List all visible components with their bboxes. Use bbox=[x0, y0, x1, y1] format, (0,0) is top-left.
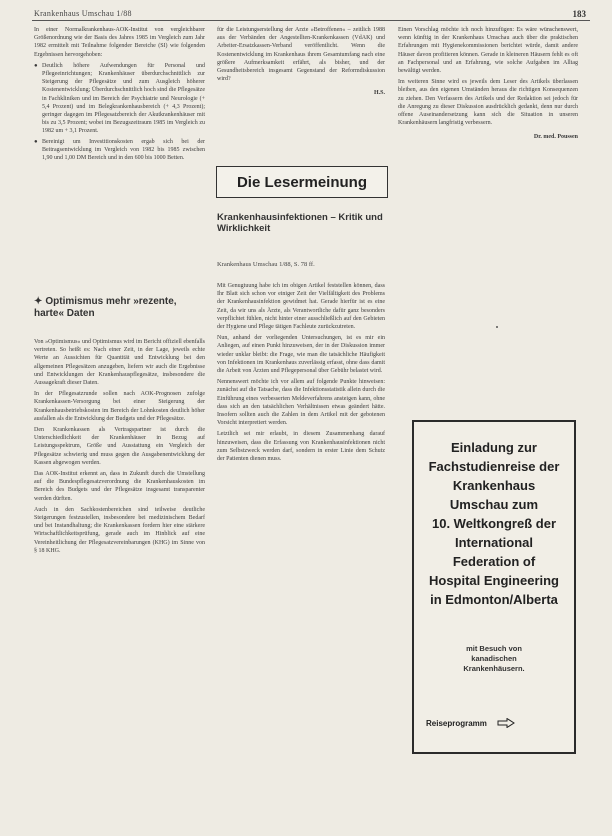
ad-subline bbox=[414, 644, 574, 674]
letters-section-box: Die Lesermeinung bbox=[216, 166, 388, 198]
ad-sub-line: Krankenhäusern. bbox=[463, 664, 525, 673]
ad-reiseprogramm-link[interactable] bbox=[426, 718, 515, 728]
paragraph: In der Pflegesatzrunde sollen nach AOK-Prognosen zufolge Krankenkassen-Versorgung bei einer Steigerung der Krankenhausbetriebskosten im Bereich der Lohnkosten deutlich höher ausfallen als die Entwicklung der Budgets und der Pflegesätze. bbox=[34, 391, 205, 422]
running-head: Krankenhaus Umschau 1/88 bbox=[34, 9, 132, 18]
arrow-right-outline-icon bbox=[497, 718, 515, 728]
ad-headline bbox=[414, 438, 574, 609]
column-2-top bbox=[217, 26, 385, 98]
column-1-top bbox=[34, 26, 205, 165]
ad-headline-line: 10. Weltkongreß der bbox=[431, 516, 556, 531]
ad-headline-line: International bbox=[454, 535, 533, 550]
col1-intro: In einer Normalkrankenhaus-AOK-Institut von vergleichbarer Größenordnung wie der Basis des Jahres 1985 im Vergleich zum Jahr 1982 ermittelt mit Teilnahme folgender Bereiche (SI) wie folgenden Ergebnissen hervorgehoben: bbox=[34, 27, 205, 58]
dot-mark bbox=[496, 326, 498, 328]
paragraph: Im weiteren Sinne wird es jeweils dem Leser des Artikels überlassen bleiben, aus den eigenen Umständen heraus die richtigen Konsequenzen zu ziehen. Den Verfassern des Artikels und der Redaktion sei jedoch für die Anregung zu dieser Diskussion ausdrücklich gedankt, denn nur durch offene Auseinandersetzung kann sich die Situation in unseren Krankenhäusern langfristig verbessern. bbox=[398, 79, 578, 127]
column-2-body bbox=[217, 282, 385, 466]
bullet-item: ● Deutlich höhere Aufwendungen für Personal und Pflegeeinrichtungen; Krankenhäuser überdurchschnittlich zur Steigerung der Pflegesätze und zum Ausgleich höherer Kostenentwicklung; Überdurchschnittlich hoch sind die Pflegesätze in Fachkliniken und im Bereich der Psychiatrie und Neurologie (+ 5,4 Prozent) und im Belegkrankenhausbereich (+ 4,3 Prozent); geringer dagegen im Pflegesatzbereich der Akutkrankenhäuser mit bis zu 3,5 Prozent; wobei im Bezugszeitraum 1985 im Vergleich zu 1982 um + 3,1 Prozent. bbox=[34, 62, 205, 136]
bullet-item: ● Bereinigt um Investitionskosten ergab sich bei der Beitragsentwicklung im Vergleich von 1982 bis 1985 zwischen 1,90 und 1,00 DM Bereich und in den 600 bis 1000 Betten. bbox=[34, 138, 205, 163]
section-marker-icon: ✦ bbox=[34, 296, 43, 307]
paragraph: Nun, anhand der vorliegenden Untersuchungen, ist es mir ein Anliegen, auf einen Punkt hinzuweisen, der in der Diskussion immer wieder unklar bleibt: die Frage, wie man die tatsächliche Häufigkeit von Infektionen im Krankenhaus zuverlässig erfasst, ohne dass damit die Arbeit von Ärzten und Pflegepersonal über Gebühr belastet wird. bbox=[217, 335, 385, 375]
advertisement-box bbox=[412, 420, 576, 754]
ad-headline-line: in Edmonton/Alberta bbox=[430, 592, 558, 607]
ad-headline-line: Krankenhaus bbox=[452, 478, 536, 493]
ad-headline-line: Federation of bbox=[452, 554, 536, 569]
ad-headline-line: Umschau zum bbox=[449, 497, 539, 512]
page-number: 183 bbox=[572, 9, 586, 19]
section-heading-text: Optimismus mehr »rezente, harte« Daten bbox=[34, 296, 177, 319]
ad-headline-line: Fachstudienreise der bbox=[428, 459, 560, 474]
ad-cta-label: Reiseprogramm bbox=[426, 718, 487, 728]
ad-headline-line: Hospital Engineering bbox=[428, 573, 559, 588]
column-3 bbox=[398, 26, 578, 142]
paragraph: Einen Vorschlag möchte ich noch hinzufügen: Es wäre wünschenswert, wenn künftig in der Krankenhaus Umschau auch über die praktischen Erfahrungen mit Hygienekommissionen berichtet würde, damit andere Häuser davon profitieren können. Gerade in kleineren Häusern fehlt es oft an Fachpersonal und an Erfahrung, wie solche Aufgaben im Alltag bewältigt werden. bbox=[398, 27, 578, 75]
ad-sub-line: mit Besuch von bbox=[466, 644, 522, 653]
ad-sub-line: kanadischen bbox=[471, 654, 517, 663]
paragraph: Das AOK-Institut erkennt an, dass in Zukunft durch die Umstellung auf die Bundespflegesatzverordnung die Krankenhauskosten im Bereich des Budgets und der Pflegesätze insgesamt transparenter werden dürften. bbox=[34, 471, 205, 502]
article-reference: Krankenhaus Umschau 1/88, S. 78 ff. bbox=[217, 261, 315, 268]
paragraph: Letztlich sei mir erlaubt, in diesem Zusammenhang darauf hinzuweisen, dass die Erfassung von Krankenhausinfektionen nicht zum Selbstzweck werden darf, sondern in erster Linie dem Schutz der Patienten dienen muss. bbox=[217, 431, 385, 463]
section-heading bbox=[34, 296, 204, 320]
paragraph: für die Leistungserstellung der Arzte »Betroffenen« – zeitlich 1988 aus der Verbänden der Angestellten-Krankenkassen (VdAK) und Arbeiter-Ersatzkassen-Verband veröffentlicht. Wenn die Kostenentwicklung im Krankenhaus ihrem Gesamtumfang nach eine größere Aufmerksamkeit erfährt, als bisher, und der Gesundheitsbereich insgesamt Gegenstand der Reformdiskussion wird? bbox=[217, 27, 385, 83]
article-title: Krankenhausinfektionen – Kritik und Wirklichkeit bbox=[217, 212, 383, 234]
header-rule bbox=[32, 20, 590, 21]
author-signature: H.S. bbox=[373, 90, 385, 97]
paragraph: Auch in den Sachkostenbereichen sind teilweise deutliche Steigerungen festzustellen, insbesondere bei medizinischem Bedarf und bei Instandhaltung; die Krankenkassen fordern hier eine stärkere Wirtschaftlichkeitsprüfung, gerade auch im Hinblick auf eine Vereinheitlichung der Pflegesatzvereinbarungen (KHG) im Sinne von § 18 KHG. bbox=[34, 506, 205, 554]
col1-bullet-list bbox=[34, 62, 205, 162]
paragraph: Den Krankenkassen als Vertragspartner ist durch die Unterschiedlichkeit der Krankenhäuser in Bezug auf Leistungsspektrum, Größe und Ausstattung ein Vergleich der Pflegesätze schwierig und muss gegen die Ausgabenentwicklung der Kassen abgewogen werden. bbox=[34, 427, 205, 466]
ad-headline-line: Einladung zur bbox=[451, 440, 537, 455]
paragraph: Von »Optimismus« und Optimismus wird im Bericht offiziell ebenfalls vertreten. So heißt es: Nach einer Zeit, in der Lage, jeweils echte Werte an Aussichten für Quantität und Entwicklung bei den allgemeinen Pflegesätzen anzugeben, liefern wir auch die Ergebnisse und Entwicklungen der Krankenhauspflegesätze, insbesondere die Aussagekraft dieser Daten. bbox=[34, 339, 205, 387]
author-signature: Dr. med. Poussen bbox=[533, 134, 578, 141]
paragraph: Mit Genugtuung habe ich im obigen Artikel feststellen können, dass Ihr Blatt sich schon vor einiger Zeit der Vielfältigkeit des Problems der Krankenhausinfektion gewidmet hat. Gerade hierfür ist es eine Zeit, da wir uns als Ärzte, als Verantwortliche dafür ganz besonders verpflichtet fühlen, nicht hinter einer ausschließlich auf den Gebieten der Hygiene und Pflege tätigen Fachleute zurückzutreten. bbox=[217, 283, 385, 331]
column-1-body bbox=[34, 338, 205, 558]
paragraph: Nennenswert möchte ich vor allem auf folgende Punkte hinweisen: zunächst auf die Tatsache, dass die Infektionsstatistik allein durch die Einführung eines verbesserten Meldeverfahrens ansteigen kann, ohne dass sich an den tatsächlichen Verhältnissen etwas geändert hätte. Insofern sollten auch die Zahlen in dem Artikel mit der gebotenen Vorsicht interpretiert werden. bbox=[217, 379, 385, 427]
